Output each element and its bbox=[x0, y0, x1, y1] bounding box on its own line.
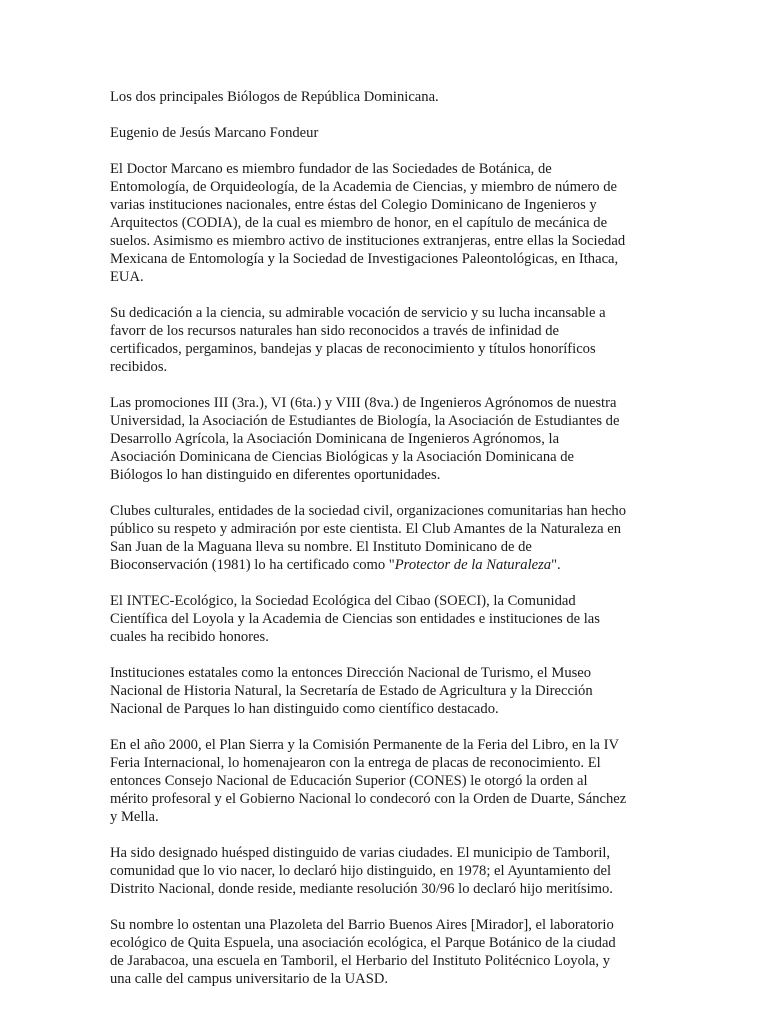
paragraph-year-2000: En el año 2000, el Plan Sierra y la Comisión Permanente de la Feria del Libro, en la IV Feria Internacional, lo homenajearon con la entrega de placas de reconocimiento. El entonces Consejo Nacional de Educación Superior (CONES) le otorgó la orden al mérito profesoral y el Gobierno Nacional lo condecoró con la Orden de Duarte, Sánchez y Mella. bbox=[110, 737, 627, 825]
paragraph-italic-segment: Protector de la Naturaleza bbox=[394, 557, 552, 573]
paragraph-named-places: Su nombre lo ostentan una Plazoleta del Barrio Buenos Aires [Mirador], el laboratorio ecológico de Quita Espuela, una asociación ecológica, el Parque Botánico de la ciudad de Jarabacoa, una escuela en Tamboril, el Herbario del Instituto Politécnico Loyola, y una calle del campus universitario de la UASD. bbox=[110, 917, 616, 987]
paragraph-cultural-clubs bbox=[110, 502, 670, 574]
document-title: Los dos principales Biólogos de República Dominicana. bbox=[110, 89, 439, 105]
paragraph-distinguished-guest: Ha sido designado huésped distinguido de varias ciudades. El municipio de Tamboril, comunidad que lo vio nacer, lo declaró hijo distinguido, en 1978; el Ayuntamiento del Distrito Nacional, donde reside, mediante resolución 30/96 lo declaró hijo meritísimo. bbox=[110, 845, 613, 897]
document-subtitle: Eugenio de Jesús Marcano Fondeur bbox=[110, 125, 319, 141]
paragraph-promotions: Las promociones III (3ra.), VI (6ta.) y VIII (8va.) de Ingenieros Agrónomos de nuestra Universidad, la Asociación de Estudiantes de Biología, la Asociación de Estudiantes de Desarrollo Agrícola, la Asociación Dominicana de Ingenieros Agrónomos, la Asociación Dominicana de Ciencias Biológicas y la Asociación Dominicana de Biólogos lo han distinguido en diferentes oportunidades. bbox=[110, 395, 620, 483]
document-page bbox=[110, 88, 670, 1006]
paragraph-text-segment: Clubes culturales, entidades de la sociedad civil, organizaciones comunitarias han hecho público su respeto y admiración por este cientista. El Club Amantes de la Naturaleza en San Juan de la Maguana lleva su nombre. El Instituto Dominicano de de Bioconservación (1981) lo ha certificado como " bbox=[110, 503, 627, 573]
paragraph-memberships: El Doctor Marcano es miembro fundador de las Sociedades de Botánica, de Entomología, de Orquideología, de la Academia de Ciencias, y miembro de número de varias instituciones nacionales, entre éstas del Colegio Dominicano de Ingenieros y Arquitectos (CODIA), de la cual es miembro de honor, en el capítulo de mecánica de suelos. Asimismo es miembro activo de instituciones extranjeras, entre ellas la Sociedad Mexicana de Entomología y la Sociedad de Investigaciones Paleontológicas, en Ithaca, EUA. bbox=[110, 161, 626, 285]
paragraph-intec: El INTEC-Ecológico, la Sociedad Ecológica del Cibao (SOECI), la Comunidad Científica del Loyola y la Academia de Ciencias son entidades e instituciones de las cuales ha recibido honores. bbox=[110, 593, 600, 645]
paragraph-text-segment: ". bbox=[551, 557, 561, 573]
paragraph-state-institutions: Instituciones estatales como la entonces Dirección Nacional de Turismo, el Museo Nacional de Historia Natural, la Secretaría de Estado de Agricultura y la Dirección Nacional de Parques lo han distinguido como científico destacado. bbox=[110, 665, 593, 717]
paragraph-recognitions: Su dedicación a la ciencia, su admirable vocación de servicio y su lucha incansable a favorr de los recursos naturales han sido reconocidos a través de infinidad de certificados, pergaminos, bandejas y placas de reconocimiento y títulos honoríficos recibidos. bbox=[110, 305, 606, 375]
